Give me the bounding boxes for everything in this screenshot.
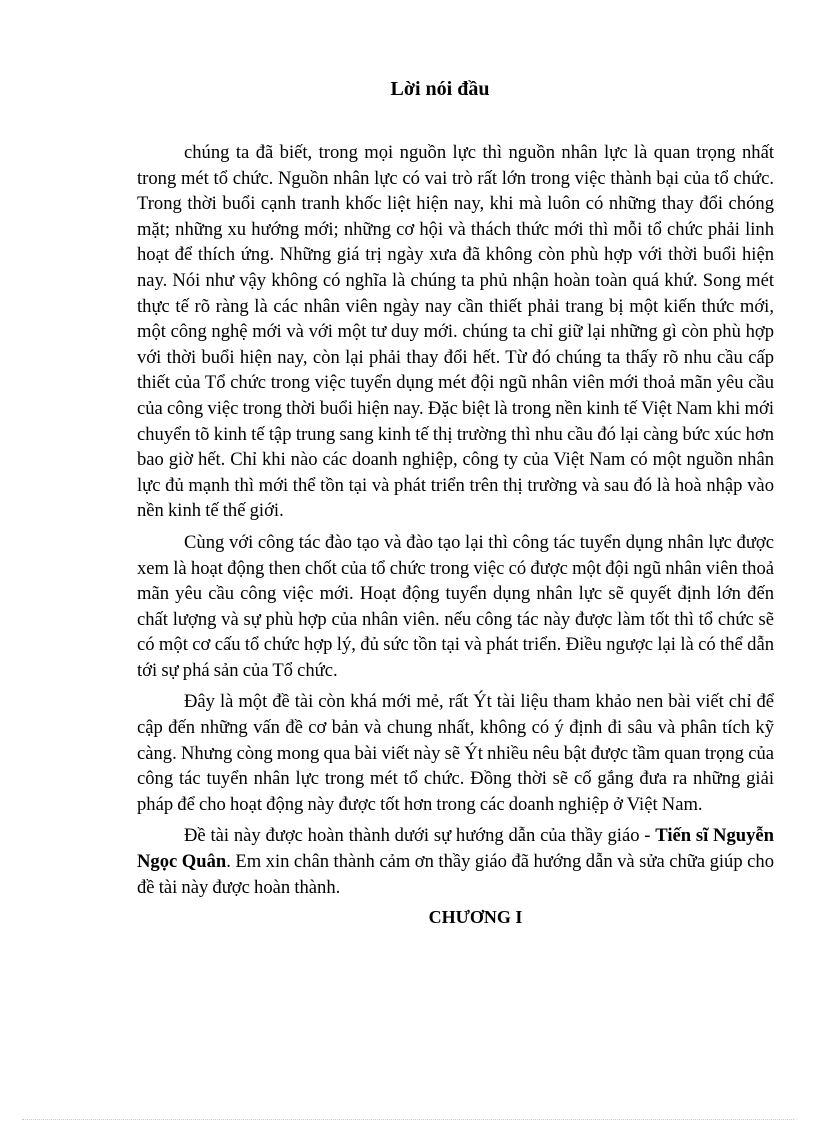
page-title: Lời nói đầu <box>390 78 490 100</box>
paragraph-intro: chúng ta đã biết, trong mọi nguồn lực thì nguồn nhân lực là quan trọng nhất trong mét tổ chức. Nguồn nhân lực có vai trò rất lớn trong việc thành bại của tổ chức. Trong thời buổi cạnh tranh khốc liệt hiện nay, khi mà luôn có những thay đổi chóng mặt; những xu hướng mới; những cơ hội và thách thức mới thì mỗi tổ chức phải linh hoạt để thích ứng. Những giá trị ngày xưa đã không còn phù hợp với thời buổi hiện nay. Nói như vậy không có nghĩa là chúng ta phủ nhận hoàn toàn quá khứ. Song mét thực tế rõ ràng là các nhân viên ngày nay cần thiết phải trang bị một kiến thức mới, một công nghệ mới và với một tư duy mới. chúng ta chỉ giữ lại những gì còn phù hợp với thời buổi hiện nay, còn lại phải thay đổi hết. Từ đó chúng ta thấy rõ nhu cầu cấp thiết của Tổ chức trong việc tuyển dụng mét đội ngũ nhân viên mới thoả mãn yêu cầu của công việc trong thời buổi hiện nay. Đặc biệt là trong nền kinh tế Việt Nam khi mới chuyển tõ kinh tế tập trung sang kinh tế thị trường thì nhu cầu đó lại càng bức xúc hơn bao giờ hết. Chỉ khi nào các doanh nghiệp, công ty của Việt Nam có một nguồn nhân lực đủ mạnh thì mới thể tồn tại và phát triển trên thị trường và sau đó là hoà nhập vào nền kinh tế thế giới. <box>137 142 774 522</box>
paragraph-acknowledgement <box>137 823 774 900</box>
chapter-heading: CHƯƠNG I <box>428 907 523 928</box>
paragraph-recruitment: Cùng với công tác đào tạo và đào tạo lại thì công tác tuyển dụng nhân lực được xem là hoạt động then chốt của tổ chức trong việc có được một đội ngũ nhân viên thoả mãn yêu cầu công việc mới. Hoạt động tuyển dụng nhân lực sẽ quyết định lớn đến chất lượng và sự phù hợp của nhân viên. nếu công tác này được làm tốt thì tổ chức sẽ có một cơ cấu tổ chức hợp lý, đủ sức tồn tại và phát triển. Điều ngược lại là có thể dẫn tới sự phá sản của Tổ chức. <box>137 531 774 681</box>
acknowledgement-text-before: Đề tài này được hoàn thành dưới sự hướng dẫn của thầy giáo - <box>184 825 656 847</box>
page-bottom-rule <box>22 1119 794 1120</box>
paragraph-scope: Đây là một đề tài còn khá mới mẻ, rất Ýt tài liệu tham khảo nen bài viết chỉ để cập đến những vấn đề cơ bản và chung nhất, không có ý định đi sâu và phân tích kỹ càng. Nhưng còng mong qua bài viết này sẽ Ýt nhiều nêu bật được tầm quan trọng của công tác tuyển nhân lực trong mét tổ chức. Đồng thời sẽ cố gắng đưa ra những giải pháp để cho hoạt động này được tốt hơn trong các doanh nghiệp ở Việt Nam. <box>137 691 774 815</box>
advisor-name: Tiến sĩ Nguyễn Ngọc Quân <box>137 825 774 873</box>
document-body <box>137 140 774 930</box>
acknowledgement-text-after: . Em xin chân thành cảm ơn thầy giáo đã hướng dẫn và sửa chữa giúp cho đề tài này được hoàn thành. <box>137 851 774 898</box>
